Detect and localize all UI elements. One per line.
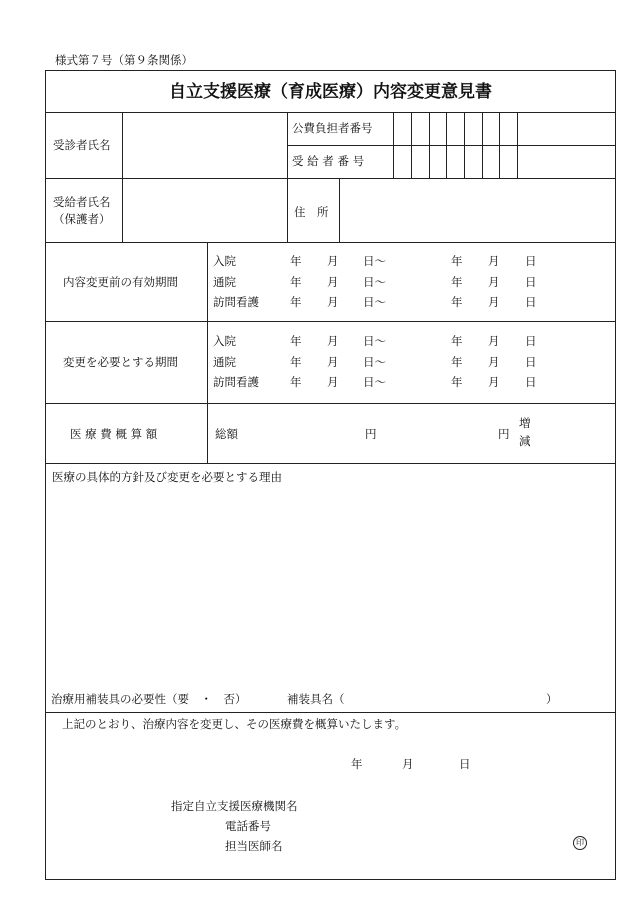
- brace-name-close: ）: [546, 692, 558, 706]
- period-day-from: 日～: [363, 355, 386, 369]
- period-year: 年: [290, 254, 302, 268]
- public-burden-number-label: 公費負担者番号: [292, 121, 373, 135]
- period-year: 年: [290, 295, 302, 309]
- period-year-to: 年: [451, 275, 463, 289]
- period-year: 年: [290, 355, 302, 369]
- rule-reason-bottom: [45, 712, 616, 713]
- guardian-name-label-line1: 受給者氏名: [53, 195, 111, 209]
- period-before-label: 内容変更前の有効期間: [63, 275, 178, 289]
- period-month: 月: [327, 295, 339, 309]
- period-month: 月: [327, 254, 339, 268]
- patient-name-label: 受診者氏名: [53, 138, 111, 152]
- period-type: 通院: [213, 275, 236, 289]
- cost-increase-mark: 増: [519, 416, 531, 430]
- cost-yen-2: 円: [498, 427, 510, 441]
- period-type: 通院: [213, 355, 236, 369]
- form-title: 自立支援医療（育成医療）内容変更意見書: [169, 82, 492, 102]
- period-type: 入院: [213, 334, 236, 348]
- period-day-to: 日: [525, 295, 537, 309]
- guardian-name-label-line2: （保護者）: [53, 212, 111, 226]
- rule-period-needed-bottom: [45, 403, 616, 404]
- period-day-from: 日～: [363, 334, 386, 348]
- period-day-to: 日: [525, 355, 537, 369]
- period-month: 月: [327, 334, 339, 348]
- patient-name-field[interactable]: [124, 114, 285, 176]
- reason-label: 医療の具体的方針及び変更を必要とする理由: [52, 470, 282, 484]
- rule-name-label-divider: [122, 112, 123, 242]
- period-month: 月: [327, 275, 339, 289]
- cost-yen-1: 円: [365, 427, 377, 441]
- period-year-to: 年: [451, 355, 463, 369]
- period-year: 年: [290, 275, 302, 289]
- period-day-from: 日～: [363, 375, 386, 389]
- reason-field[interactable]: [47, 487, 614, 687]
- period-day-to: 日: [525, 375, 537, 389]
- period-year-to: 年: [451, 375, 463, 389]
- phone-label: 電話番号: [225, 819, 271, 833]
- period-year: 年: [290, 375, 302, 389]
- period-day-from: 日～: [363, 254, 386, 268]
- form-number: 様式第７号（第９条関係）: [55, 53, 193, 67]
- period-day-to: 日: [525, 334, 537, 348]
- brace-necessity: 治療用補装具の必要性（要 ・ 否）: [51, 692, 247, 706]
- period-type: 訪問看護: [213, 295, 259, 309]
- period-month-to: 月: [488, 375, 500, 389]
- period-month-to: 月: [488, 295, 500, 309]
- declaration-year: 年: [351, 757, 363, 771]
- cost-label: 医 療 費 概 算 額: [70, 427, 158, 441]
- rule-period-before-bottom: [45, 321, 616, 322]
- institution-label: 指定自立支援医療機関名: [171, 799, 298, 813]
- seal-mark: 印: [573, 836, 587, 850]
- period-month: 月: [327, 375, 339, 389]
- period-month-to: 月: [488, 254, 500, 268]
- declaration-text: 上記のとおり、治療内容を変更し、その医療費を概算いたします。: [62, 717, 407, 731]
- address-field[interactable]: [341, 180, 614, 240]
- number-cells: [393, 112, 517, 178]
- cost-decrease-mark: 減: [519, 434, 531, 448]
- rule-title-bottom: [45, 112, 616, 113]
- period-needed-label: 変更を必要とする期間: [63, 355, 178, 369]
- period-year-to: 年: [451, 254, 463, 268]
- period-year-to: 年: [451, 334, 463, 348]
- cost-total-label: 総額: [215, 427, 238, 441]
- declaration-day: 日: [459, 757, 471, 771]
- period-type: 入院: [213, 254, 236, 268]
- period-month: 月: [327, 355, 339, 369]
- period-day-to: 日: [525, 254, 537, 268]
- period-year: 年: [290, 334, 302, 348]
- period-month-to: 月: [488, 355, 500, 369]
- rule-name-value-divider: [287, 112, 288, 242]
- period-month-to: 月: [488, 275, 500, 289]
- period-month-to: 月: [488, 334, 500, 348]
- guardian-name-field[interactable]: [124, 180, 285, 240]
- period-day-from: 日～: [363, 295, 386, 309]
- brace-name-open: 補装具名（: [287, 692, 345, 706]
- rule-address-label-divider: [339, 178, 340, 242]
- period-day-to: 日: [525, 275, 537, 289]
- period-type: 訪問看護: [213, 375, 259, 389]
- declaration-month: 月: [402, 757, 414, 771]
- rule-period-label-divider: [207, 242, 208, 463]
- rule-patient-bottom: [45, 178, 616, 179]
- recipient-number-label: 受 給 者 番 号: [292, 154, 365, 168]
- address-label: 住 所: [294, 205, 329, 219]
- rule-guardian-bottom: [45, 242, 616, 243]
- period-year-to: 年: [451, 295, 463, 309]
- doctor-label: 担当医師名: [225, 839, 283, 853]
- period-day-from: 日～: [363, 275, 386, 289]
- rule-cost-bottom: [45, 463, 616, 464]
